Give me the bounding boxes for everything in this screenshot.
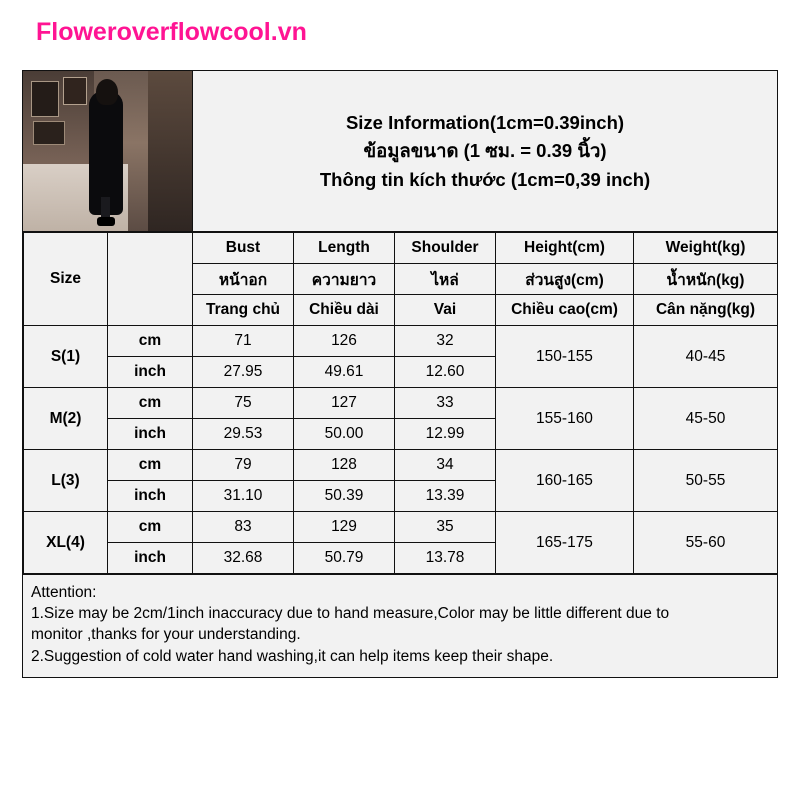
header-shoulder-th: ไหล่ <box>395 264 496 295</box>
header-weight-th: น้ำหนัก(kg) <box>634 264 778 295</box>
header-length-th: ความยาว <box>294 264 395 295</box>
cell-shoulder-inch: 12.60 <box>395 357 496 388</box>
cell-length-inch: 50.39 <box>294 481 395 512</box>
photo-frame-icon <box>31 81 59 117</box>
cell-shoulder-inch: 13.39 <box>395 481 496 512</box>
header-height-vi: Chiều cao(cm) <box>496 295 634 326</box>
header-height-th: ส่วนสูง(cm) <box>496 264 634 295</box>
cell-bust-cm: 83 <box>193 512 294 543</box>
photo-frame-icon <box>63 77 87 105</box>
cell-bust-cm: 79 <box>193 450 294 481</box>
cell-bust-inch: 27.95 <box>193 357 294 388</box>
site-watermark: Floweroverflowcool.vn <box>36 18 307 46</box>
cell-bust-cm: 75 <box>193 388 294 419</box>
cell-bust-cm: 71 <box>193 326 294 357</box>
row-size-xl: XL(4) <box>24 512 108 574</box>
size-chart-sheet <box>22 70 778 678</box>
header-bust-th: หน้าอก <box>193 264 294 295</box>
model-photo-cell <box>23 71 193 231</box>
header-length-en: Length <box>294 233 395 264</box>
model-shoe <box>97 217 115 226</box>
cell-shoulder-cm: 35 <box>395 512 496 543</box>
header-shoulder-en: Shoulder <box>395 233 496 264</box>
title-line-vi: Thông tin kích thước (1cm=0,39 inch) <box>319 168 651 190</box>
title-block <box>193 71 777 231</box>
header-weight-vi: Cân nặng(kg) <box>634 295 778 326</box>
cell-weight: 50-55 <box>634 450 778 512</box>
header-weight-en: Weight(kg) <box>634 233 778 264</box>
unit-column-header <box>108 233 193 326</box>
attention-line-1b: monitor ,thanks for your understanding. <box>31 626 301 644</box>
size-column-label: Size <box>24 233 108 326</box>
photo-frame-icon <box>33 121 65 145</box>
cell-length-cm: 127 <box>294 388 395 419</box>
title-line-en: Size Information(1cm=0.39inch) <box>345 112 625 134</box>
unit-cm: cm <box>108 388 193 419</box>
row-size-m: M(2) <box>24 388 108 450</box>
header-length-vi: Chiều dài <box>294 295 395 326</box>
model-photo <box>23 71 192 231</box>
cell-shoulder-cm: 32 <box>395 326 496 357</box>
cell-length-cm: 126 <box>294 326 395 357</box>
unit-cm: cm <box>108 326 193 357</box>
cell-length-cm: 129 <box>294 512 395 543</box>
cell-height: 150-155 <box>496 326 634 388</box>
table-row <box>24 388 778 419</box>
unit-inch: inch <box>108 357 193 388</box>
header-height-en: Height(cm) <box>496 233 634 264</box>
cell-shoulder-inch: 13.78 <box>395 543 496 574</box>
cell-weight: 55-60 <box>634 512 778 574</box>
unit-inch: inch <box>108 481 193 512</box>
cell-shoulder-cm: 33 <box>395 388 496 419</box>
cell-height: 165-175 <box>496 512 634 574</box>
cell-length-inch: 50.79 <box>294 543 395 574</box>
cell-weight: 40-45 <box>634 326 778 388</box>
cell-length-cm: 128 <box>294 450 395 481</box>
cell-bust-inch: 29.53 <box>193 419 294 450</box>
unit-cm: cm <box>108 450 193 481</box>
cell-height: 160-165 <box>496 450 634 512</box>
cell-weight: 45-50 <box>634 388 778 450</box>
row-size-s: S(1) <box>24 326 108 388</box>
model-hair <box>96 79 118 105</box>
header-shoulder-vi: Vai <box>395 295 496 326</box>
photo-door <box>148 71 192 231</box>
attention-line-2: 2.Suggestion of cold water hand washing,it can help items keep their shape. <box>31 647 554 665</box>
table-header-row-en <box>24 233 778 264</box>
size-table <box>23 232 778 574</box>
unit-inch: inch <box>108 419 193 450</box>
table-row <box>24 326 778 357</box>
row-size-l: L(3) <box>24 450 108 512</box>
cell-shoulder-inch: 12.99 <box>395 419 496 450</box>
header-band <box>23 71 777 232</box>
unit-cm: cm <box>108 512 193 543</box>
title-line-th: ข้อมูลขนาด (1 ซม. = 0.39 นิ้ว) <box>363 140 607 162</box>
cell-bust-inch: 32.68 <box>193 543 294 574</box>
attention-block <box>23 574 777 677</box>
cell-length-inch: 49.61 <box>294 357 395 388</box>
cell-bust-inch: 31.10 <box>193 481 294 512</box>
cell-shoulder-cm: 34 <box>395 450 496 481</box>
header-bust-en: Bust <box>193 233 294 264</box>
cell-height: 155-160 <box>496 388 634 450</box>
table-row <box>24 450 778 481</box>
header-bust-vi: Trang chủ <box>193 295 294 326</box>
table-row <box>24 512 778 543</box>
attention-line-1a: 1.Size may be 2cm/1inch inaccuracy due to hand measure,Color may be little different due to <box>31 605 670 623</box>
attention-heading: Attention: <box>31 584 97 601</box>
cell-length-inch: 50.00 <box>294 419 395 450</box>
unit-inch: inch <box>108 543 193 574</box>
